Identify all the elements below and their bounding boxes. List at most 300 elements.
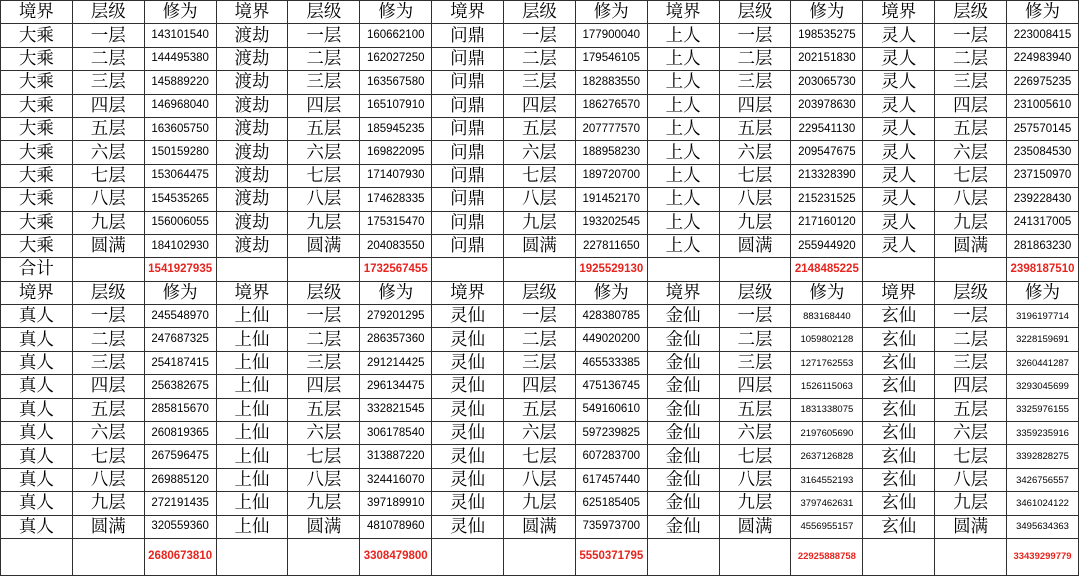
cultivation-cell[interactable]: 397189910 — [360, 492, 432, 515]
cultivation-cell[interactable]: 215231525 — [791, 188, 863, 211]
total-value-cell[interactable]: 2148485225 — [791, 258, 863, 281]
realm-cell[interactable]: 渡劫 — [216, 141, 288, 164]
cultivation-cell[interactable]: 179546105 — [575, 47, 647, 70]
cultivation-cell[interactable]: 3461024122 — [1007, 492, 1079, 515]
realm-cell[interactable]: 金仙 — [647, 375, 719, 398]
column-header-realm[interactable]: 境界 — [1, 281, 73, 304]
level-cell[interactable]: 五层 — [288, 117, 360, 140]
realm-cell[interactable]: 上仙 — [216, 305, 288, 328]
level-cell[interactable]: 一层 — [72, 305, 144, 328]
cultivation-cell[interactable]: 465533385 — [575, 351, 647, 374]
cultivation-cell[interactable]: 160662100 — [360, 24, 432, 47]
cultivation-cell[interactable]: 203065730 — [791, 71, 863, 94]
cultivation-cell[interactable]: 245548970 — [144, 305, 216, 328]
cultivation-cell[interactable]: 185945235 — [360, 117, 432, 140]
level-cell[interactable]: 三层 — [719, 351, 791, 374]
cultivation-cell[interactable]: 296134475 — [360, 375, 432, 398]
total-label-cell[interactable]: 合计 — [1, 258, 73, 281]
realm-cell[interactable]: 上人 — [647, 211, 719, 234]
level-cell[interactable]: 四层 — [935, 375, 1007, 398]
level-cell[interactable]: 圆满 — [504, 234, 576, 257]
realm-cell[interactable]: 上仙 — [216, 468, 288, 491]
cultivation-cell[interactable]: 174628335 — [360, 188, 432, 211]
empty-cell[interactable] — [288, 258, 360, 281]
realm-cell[interactable]: 灵仙 — [432, 305, 504, 328]
cultivation-cell[interactable]: 3260441287 — [1007, 351, 1079, 374]
level-cell[interactable]: 四层 — [719, 94, 791, 117]
level-cell[interactable]: 四层 — [72, 94, 144, 117]
realm-cell[interactable]: 玄仙 — [863, 492, 935, 515]
realm-cell[interactable]: 灵人 — [863, 94, 935, 117]
cultivation-cell[interactable]: 144495380 — [144, 47, 216, 70]
realm-cell[interactable]: 灵仙 — [432, 375, 504, 398]
realm-cell[interactable]: 玄仙 — [863, 398, 935, 421]
realm-cell[interactable]: 上人 — [647, 188, 719, 211]
column-header-cultivation[interactable]: 修为 — [1007, 281, 1079, 304]
level-cell[interactable]: 六层 — [504, 141, 576, 164]
empty-cell[interactable] — [432, 538, 504, 575]
realm-cell[interactable]: 大乘 — [1, 47, 73, 70]
column-header-cultivation[interactable]: 修为 — [360, 1, 432, 24]
column-header-cultivation[interactable]: 修为 — [1007, 1, 1079, 24]
cultivation-cell[interactable]: 237150970 — [1007, 164, 1079, 187]
level-cell[interactable]: 圆满 — [719, 515, 791, 538]
empty-cell[interactable] — [647, 258, 719, 281]
realm-cell[interactable]: 金仙 — [647, 351, 719, 374]
level-cell[interactable]: 六层 — [288, 422, 360, 445]
realm-cell[interactable]: 灵人 — [863, 188, 935, 211]
realm-cell[interactable]: 渡劫 — [216, 71, 288, 94]
level-cell[interactable]: 八层 — [288, 188, 360, 211]
cultivation-cell[interactable]: 182883550 — [575, 71, 647, 94]
column-header-level[interactable]: 层级 — [288, 281, 360, 304]
realm-cell[interactable]: 渡劫 — [216, 164, 288, 187]
realm-cell[interactable]: 大乘 — [1, 234, 73, 257]
cultivation-cell[interactable]: 154535265 — [144, 188, 216, 211]
level-cell[interactable]: 四层 — [72, 375, 144, 398]
realm-cell[interactable]: 大乘 — [1, 24, 73, 47]
cultivation-cell[interactable]: 269885120 — [144, 468, 216, 491]
realm-cell[interactable]: 灵人 — [863, 24, 935, 47]
level-cell[interactable]: 五层 — [504, 398, 576, 421]
column-header-level[interactable]: 层级 — [288, 1, 360, 24]
cultivation-cell[interactable]: 281863230 — [1007, 234, 1079, 257]
total-value-cell[interactable]: 5550371795 — [575, 538, 647, 575]
cultivation-cell[interactable]: 203978630 — [791, 94, 863, 117]
realm-cell[interactable]: 灵仙 — [432, 445, 504, 468]
realm-cell[interactable]: 真人 — [1, 328, 73, 351]
cultivation-cell[interactable]: 191452170 — [575, 188, 647, 211]
level-cell[interactable]: 九层 — [504, 211, 576, 234]
realm-cell[interactable]: 金仙 — [647, 445, 719, 468]
level-cell[interactable]: 圆满 — [72, 234, 144, 257]
realm-cell[interactable]: 大乘 — [1, 94, 73, 117]
level-cell[interactable]: 九层 — [935, 211, 1007, 234]
level-cell[interactable]: 八层 — [504, 468, 576, 491]
realm-cell[interactable]: 灵仙 — [432, 328, 504, 351]
level-cell[interactable]: 六层 — [288, 141, 360, 164]
level-cell[interactable]: 七层 — [935, 164, 1007, 187]
level-cell[interactable]: 二层 — [288, 47, 360, 70]
level-cell[interactable]: 五层 — [504, 117, 576, 140]
level-cell[interactable]: 一层 — [935, 305, 1007, 328]
level-cell[interactable]: 三层 — [504, 71, 576, 94]
total-value-cell[interactable]: 3308479800 — [360, 538, 432, 575]
realm-cell[interactable]: 上人 — [647, 164, 719, 187]
level-cell[interactable]: 二层 — [935, 328, 1007, 351]
empty-cell[interactable] — [863, 258, 935, 281]
column-header-cultivation[interactable]: 修为 — [575, 1, 647, 24]
cultivation-cell[interactable]: 481078960 — [360, 515, 432, 538]
realm-cell[interactable]: 真人 — [1, 422, 73, 445]
cultivation-cell[interactable]: 3196197714 — [1007, 305, 1079, 328]
level-cell[interactable]: 九层 — [719, 492, 791, 515]
cultivation-cell[interactable]: 213328390 — [791, 164, 863, 187]
level-cell[interactable]: 圆满 — [935, 515, 1007, 538]
level-cell[interactable]: 三层 — [288, 71, 360, 94]
level-cell[interactable]: 三层 — [935, 351, 1007, 374]
level-cell[interactable]: 七层 — [72, 445, 144, 468]
level-cell[interactable]: 九层 — [288, 492, 360, 515]
column-header-level[interactable]: 层级 — [72, 281, 144, 304]
level-cell[interactable]: 一层 — [504, 305, 576, 328]
realm-cell[interactable]: 问鼎 — [432, 117, 504, 140]
cultivation-cell[interactable]: 883168440 — [791, 305, 863, 328]
realm-cell[interactable]: 上仙 — [216, 328, 288, 351]
level-cell[interactable]: 六层 — [719, 141, 791, 164]
level-cell[interactable]: 六层 — [719, 422, 791, 445]
cultivation-cell[interactable]: 207777570 — [575, 117, 647, 140]
cultivation-cell[interactable]: 475136745 — [575, 375, 647, 398]
column-header-realm[interactable]: 境界 — [863, 1, 935, 24]
cultivation-cell[interactable]: 169822095 — [360, 141, 432, 164]
cultivation-cell[interactable]: 198535275 — [791, 24, 863, 47]
cultivation-cell[interactable]: 254187415 — [144, 351, 216, 374]
cultivation-cell[interactable]: 4556955157 — [791, 515, 863, 538]
cultivation-cell[interactable]: 202151830 — [791, 47, 863, 70]
level-cell[interactable]: 圆满 — [719, 234, 791, 257]
cultivation-cell[interactable]: 332821545 — [360, 398, 432, 421]
cultivation-cell[interactable]: 235084530 — [1007, 141, 1079, 164]
realm-cell[interactable]: 真人 — [1, 468, 73, 491]
cultivation-cell[interactable]: 285815670 — [144, 398, 216, 421]
realm-cell[interactable]: 玄仙 — [863, 351, 935, 374]
level-cell[interactable]: 六层 — [935, 422, 1007, 445]
realm-cell[interactable]: 问鼎 — [432, 47, 504, 70]
cultivation-cell[interactable]: 163605750 — [144, 117, 216, 140]
realm-cell[interactable]: 上仙 — [216, 351, 288, 374]
total-value-cell[interactable]: 2680673810 — [144, 538, 216, 575]
cultivation-cell[interactable]: 735973700 — [575, 515, 647, 538]
cultivation-cell[interactable]: 163567580 — [360, 71, 432, 94]
cultivation-cell[interactable]: 171407930 — [360, 164, 432, 187]
level-cell[interactable]: 三层 — [72, 351, 144, 374]
level-cell[interactable]: 二层 — [504, 47, 576, 70]
empty-cell[interactable] — [72, 538, 144, 575]
total-value-cell[interactable]: 2398187510 — [1007, 258, 1079, 281]
level-cell[interactable]: 七层 — [719, 164, 791, 187]
realm-cell[interactable]: 灵人 — [863, 234, 935, 257]
realm-cell[interactable]: 真人 — [1, 445, 73, 468]
cultivation-cell[interactable]: 2637126828 — [791, 445, 863, 468]
column-header-realm[interactable]: 境界 — [647, 281, 719, 304]
cultivation-cell[interactable]: 229541130 — [791, 117, 863, 140]
cultivation-cell[interactable]: 3359235916 — [1007, 422, 1079, 445]
level-cell[interactable]: 二层 — [719, 47, 791, 70]
realm-cell[interactable]: 上仙 — [216, 492, 288, 515]
level-cell[interactable]: 二层 — [72, 328, 144, 351]
cultivation-cell[interactable]: 177900040 — [575, 24, 647, 47]
cultivation-cell[interactable]: 3392828275 — [1007, 445, 1079, 468]
level-cell[interactable]: 三层 — [72, 71, 144, 94]
level-cell[interactable]: 七层 — [72, 164, 144, 187]
realm-cell[interactable]: 上仙 — [216, 422, 288, 445]
level-cell[interactable]: 二层 — [504, 328, 576, 351]
level-cell[interactable]: 一层 — [719, 24, 791, 47]
cultivation-cell[interactable]: 204083550 — [360, 234, 432, 257]
cultivation-cell[interactable]: 260819365 — [144, 422, 216, 445]
realm-cell[interactable]: 玄仙 — [863, 422, 935, 445]
realm-cell[interactable]: 上人 — [647, 94, 719, 117]
realm-cell[interactable]: 真人 — [1, 398, 73, 421]
level-cell[interactable]: 四层 — [935, 94, 1007, 117]
cultivation-cell[interactable]: 313887220 — [360, 445, 432, 468]
level-cell[interactable]: 四层 — [504, 375, 576, 398]
column-header-realm[interactable]: 境界 — [647, 1, 719, 24]
realm-cell[interactable]: 渡劫 — [216, 24, 288, 47]
column-header-realm[interactable]: 境界 — [432, 281, 504, 304]
empty-cell[interactable] — [216, 258, 288, 281]
realm-cell[interactable]: 上仙 — [216, 445, 288, 468]
realm-cell[interactable]: 问鼎 — [432, 234, 504, 257]
cultivation-cell[interactable]: 231005610 — [1007, 94, 1079, 117]
column-header-realm[interactable]: 境界 — [1, 1, 73, 24]
realm-cell[interactable]: 金仙 — [647, 328, 719, 351]
realm-cell[interactable]: 真人 — [1, 305, 73, 328]
cultivation-cell[interactable]: 449020200 — [575, 328, 647, 351]
level-cell[interactable]: 二层 — [719, 328, 791, 351]
column-header-cultivation[interactable]: 修为 — [791, 1, 863, 24]
level-cell[interactable]: 五层 — [72, 398, 144, 421]
empty-cell[interactable] — [432, 258, 504, 281]
cultivation-cell[interactable]: 247687325 — [144, 328, 216, 351]
level-cell[interactable]: 四层 — [288, 375, 360, 398]
cultivation-cell[interactable]: 188958230 — [575, 141, 647, 164]
empty-cell[interactable] — [504, 538, 576, 575]
empty-cell[interactable] — [647, 538, 719, 575]
cultivation-cell[interactable]: 255944920 — [791, 234, 863, 257]
column-header-level[interactable]: 层级 — [935, 281, 1007, 304]
level-cell[interactable]: 五层 — [72, 117, 144, 140]
empty-cell[interactable] — [935, 258, 1007, 281]
cultivation-cell[interactable]: 2197605690 — [791, 422, 863, 445]
level-cell[interactable]: 二层 — [288, 328, 360, 351]
cultivation-cell[interactable]: 3228159691 — [1007, 328, 1079, 351]
cultivation-cell[interactable]: 257570145 — [1007, 117, 1079, 140]
cultivation-cell[interactable]: 256382675 — [144, 375, 216, 398]
realm-cell[interactable]: 金仙 — [647, 422, 719, 445]
level-cell[interactable]: 圆满 — [935, 234, 1007, 257]
total-value-cell[interactable]: 1925529130 — [575, 258, 647, 281]
realm-cell[interactable]: 问鼎 — [432, 164, 504, 187]
cultivation-cell[interactable]: 3325976155 — [1007, 398, 1079, 421]
empty-cell[interactable] — [719, 258, 791, 281]
realm-cell[interactable]: 上人 — [647, 71, 719, 94]
realm-cell[interactable]: 问鼎 — [432, 71, 504, 94]
level-cell[interactable]: 五层 — [288, 398, 360, 421]
cultivation-cell[interactable]: 1831338075 — [791, 398, 863, 421]
realm-cell[interactable]: 上仙 — [216, 515, 288, 538]
realm-cell[interactable]: 灵仙 — [432, 398, 504, 421]
empty-cell[interactable] — [863, 538, 935, 575]
level-cell[interactable]: 四层 — [288, 94, 360, 117]
total-value-cell[interactable]: 1732567455 — [360, 258, 432, 281]
level-cell[interactable]: 三层 — [719, 71, 791, 94]
column-header-realm[interactable]: 境界 — [216, 1, 288, 24]
empty-cell[interactable] — [216, 538, 288, 575]
cultivation-cell[interactable]: 162027250 — [360, 47, 432, 70]
level-cell[interactable]: 二层 — [72, 47, 144, 70]
realm-cell[interactable]: 灵仙 — [432, 492, 504, 515]
realm-cell[interactable]: 玄仙 — [863, 445, 935, 468]
level-cell[interactable]: 七层 — [719, 445, 791, 468]
level-cell[interactable]: 九层 — [719, 211, 791, 234]
realm-cell[interactable]: 真人 — [1, 375, 73, 398]
realm-cell[interactable]: 渡劫 — [216, 188, 288, 211]
cultivation-cell[interactable]: 625185405 — [575, 492, 647, 515]
column-header-cultivation[interactable]: 修为 — [575, 281, 647, 304]
level-cell[interactable]: 一层 — [935, 24, 1007, 47]
cultivation-cell[interactable]: 226975235 — [1007, 71, 1079, 94]
level-cell[interactable]: 圆满 — [72, 515, 144, 538]
cultivation-cell[interactable]: 607283700 — [575, 445, 647, 468]
cultivation-cell[interactable]: 223008415 — [1007, 24, 1079, 47]
cultivation-cell[interactable]: 184102930 — [144, 234, 216, 257]
realm-cell[interactable]: 金仙 — [647, 492, 719, 515]
level-cell[interactable]: 七层 — [504, 445, 576, 468]
cultivation-cell[interactable]: 193202545 — [575, 211, 647, 234]
level-cell[interactable]: 一层 — [288, 24, 360, 47]
cultivation-cell[interactable]: 549160610 — [575, 398, 647, 421]
realm-cell[interactable]: 问鼎 — [432, 141, 504, 164]
cultivation-cell[interactable]: 175315470 — [360, 211, 432, 234]
cultivation-cell[interactable]: 143101540 — [144, 24, 216, 47]
cultivation-cell[interactable]: 165107910 — [360, 94, 432, 117]
column-header-realm[interactable]: 境界 — [216, 281, 288, 304]
cultivation-cell[interactable]: 224983940 — [1007, 47, 1079, 70]
level-cell[interactable]: 一层 — [288, 305, 360, 328]
column-header-level[interactable]: 层级 — [504, 281, 576, 304]
realm-cell[interactable]: 玄仙 — [863, 328, 935, 351]
cultivation-cell[interactable]: 217160120 — [791, 211, 863, 234]
cultivation-cell[interactable]: 209547675 — [791, 141, 863, 164]
level-cell[interactable]: 九层 — [288, 211, 360, 234]
realm-cell[interactable]: 灵仙 — [432, 351, 504, 374]
column-header-level[interactable]: 层级 — [719, 281, 791, 304]
level-cell[interactable]: 六层 — [72, 422, 144, 445]
realm-cell[interactable]: 金仙 — [647, 515, 719, 538]
realm-cell[interactable]: 金仙 — [647, 468, 719, 491]
realm-cell[interactable]: 渡劫 — [216, 94, 288, 117]
realm-cell[interactable]: 渡劫 — [216, 211, 288, 234]
empty-cell[interactable] — [935, 538, 1007, 575]
cultivation-cell[interactable]: 320559360 — [144, 515, 216, 538]
level-cell[interactable]: 一层 — [72, 24, 144, 47]
realm-cell[interactable]: 真人 — [1, 351, 73, 374]
cultivation-cell[interactable]: 1526115063 — [791, 375, 863, 398]
realm-cell[interactable]: 灵仙 — [432, 422, 504, 445]
realm-cell[interactable]: 玄仙 — [863, 515, 935, 538]
cultivation-cell[interactable]: 267596475 — [144, 445, 216, 468]
column-header-level[interactable]: 层级 — [719, 1, 791, 24]
realm-cell[interactable]: 玄仙 — [863, 305, 935, 328]
realm-cell[interactable]: 上人 — [647, 47, 719, 70]
realm-cell[interactable]: 大乘 — [1, 71, 73, 94]
total-value-cell[interactable]: 1541927935 — [144, 258, 216, 281]
realm-cell[interactable]: 灵人 — [863, 47, 935, 70]
cultivation-cell[interactable]: 227811650 — [575, 234, 647, 257]
realm-cell[interactable]: 大乘 — [1, 211, 73, 234]
level-cell[interactable]: 六层 — [935, 141, 1007, 164]
level-cell[interactable]: 九层 — [935, 492, 1007, 515]
realm-cell[interactable]: 灵人 — [863, 71, 935, 94]
level-cell[interactable]: 五层 — [935, 398, 1007, 421]
cultivation-cell[interactable]: 279201295 — [360, 305, 432, 328]
level-cell[interactable]: 三层 — [288, 351, 360, 374]
level-cell[interactable]: 九层 — [72, 211, 144, 234]
realm-cell[interactable]: 问鼎 — [432, 24, 504, 47]
cultivation-cell[interactable]: 150159280 — [144, 141, 216, 164]
cultivation-cell[interactable]: 189720700 — [575, 164, 647, 187]
realm-cell[interactable]: 金仙 — [647, 305, 719, 328]
level-cell[interactable]: 五层 — [935, 117, 1007, 140]
realm-cell[interactable]: 上仙 — [216, 375, 288, 398]
cultivation-cell[interactable]: 239228430 — [1007, 188, 1079, 211]
realm-cell[interactable]: 问鼎 — [432, 188, 504, 211]
level-cell[interactable]: 七层 — [504, 164, 576, 187]
empty-cell[interactable] — [1, 538, 73, 575]
column-header-level[interactable]: 层级 — [72, 1, 144, 24]
level-cell[interactable]: 二层 — [935, 47, 1007, 70]
realm-cell[interactable]: 真人 — [1, 492, 73, 515]
column-header-cultivation[interactable]: 修为 — [360, 281, 432, 304]
level-cell[interactable]: 八层 — [935, 188, 1007, 211]
realm-cell[interactable]: 上人 — [647, 24, 719, 47]
level-cell[interactable]: 八层 — [935, 468, 1007, 491]
cultivation-cell[interactable]: 156006055 — [144, 211, 216, 234]
realm-cell[interactable]: 大乘 — [1, 117, 73, 140]
level-cell[interactable]: 七层 — [935, 445, 1007, 468]
cultivation-cell[interactable]: 428380785 — [575, 305, 647, 328]
level-cell[interactable]: 一层 — [504, 24, 576, 47]
level-cell[interactable]: 四层 — [504, 94, 576, 117]
column-header-realm[interactable]: 境界 — [863, 281, 935, 304]
cultivation-cell[interactable]: 324416070 — [360, 468, 432, 491]
column-header-level[interactable]: 层级 — [504, 1, 576, 24]
cultivation-cell[interactable]: 272191435 — [144, 492, 216, 515]
column-header-cultivation[interactable]: 修为 — [791, 281, 863, 304]
level-cell[interactable]: 九层 — [504, 492, 576, 515]
realm-cell[interactable]: 玄仙 — [863, 468, 935, 491]
cultivation-cell[interactable]: 153064475 — [144, 164, 216, 187]
level-cell[interactable]: 圆满 — [504, 515, 576, 538]
level-cell[interactable]: 七层 — [288, 445, 360, 468]
level-cell[interactable]: 圆满 — [288, 234, 360, 257]
realm-cell[interactable]: 上人 — [647, 234, 719, 257]
level-cell[interactable]: 八层 — [72, 468, 144, 491]
realm-cell[interactable]: 灵人 — [863, 164, 935, 187]
cultivation-cell[interactable]: 3426756557 — [1007, 468, 1079, 491]
